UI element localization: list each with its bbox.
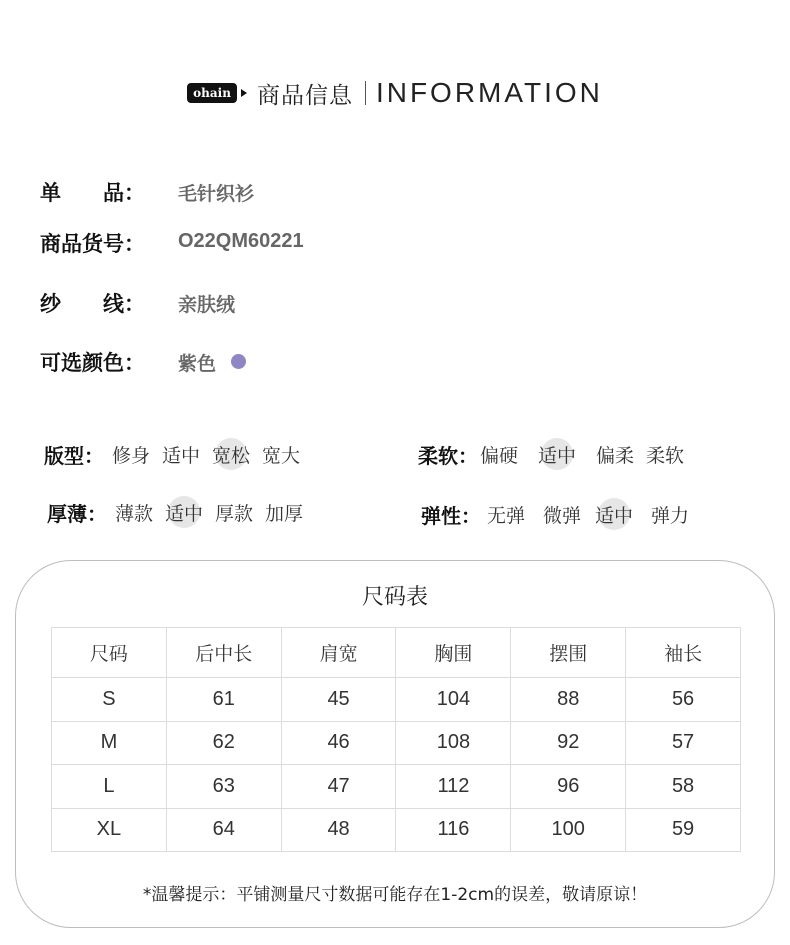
table-cell: 104 xyxy=(396,678,511,721)
attr-softness-option-selected: 适中 xyxy=(538,441,576,468)
table-cell: 47 xyxy=(281,765,396,808)
table-header-cell: 后中长 xyxy=(166,628,281,678)
table-cell: 63 xyxy=(166,765,281,808)
table-header-row xyxy=(52,628,741,678)
info-value-sku: O22QM60221 xyxy=(178,230,304,252)
attr-thickness-option: 加厚 xyxy=(265,502,304,525)
table-header-cell: 袖长 xyxy=(626,628,741,678)
color-swatch-purple xyxy=(231,354,246,369)
table-cell: 45 xyxy=(281,678,396,721)
header-title-en: INFORMATION xyxy=(375,77,603,108)
attr-elasticity xyxy=(421,499,689,529)
attr-fit-option-selected: 宽松 xyxy=(212,441,250,468)
table-header-cell: 尺码 xyxy=(52,628,167,678)
size-note: *温馨提示：平铺测量尺寸数据可能存在1-2cm的误差，敬请原谅！ xyxy=(142,885,648,905)
table-header-cell: 摆围 xyxy=(511,628,626,678)
table-cell: 96 xyxy=(511,765,626,808)
table-cell: M xyxy=(52,721,167,764)
info-value-yarn: 亲肤绒 xyxy=(178,294,236,316)
attr-fit-label: 版型： xyxy=(44,443,104,468)
table-cell: 59 xyxy=(626,808,741,852)
attr-elasticity-label: 弹性： xyxy=(421,503,481,528)
info-label-item: 单 品： xyxy=(40,181,145,205)
attr-softness-option: 柔软 xyxy=(646,444,685,467)
size-chart-title: 尺码表 xyxy=(361,585,428,610)
info-value-item: 毛针织衫 xyxy=(178,183,255,205)
info-label-yarn: 纱 线： xyxy=(40,292,145,316)
table-cell: 58 xyxy=(626,765,741,808)
attr-elasticity-option: 微弹 xyxy=(543,504,582,527)
table-row xyxy=(52,678,741,721)
table-cell: 88 xyxy=(511,678,626,721)
table-row xyxy=(52,765,741,808)
header-title-cn: 商品信息 xyxy=(256,82,353,109)
table-cell: 56 xyxy=(626,678,741,721)
attr-softness-label: 柔软： xyxy=(418,443,478,468)
table-cell: L xyxy=(52,765,167,808)
attr-thickness-label: 厚薄： xyxy=(47,501,107,526)
attr-thickness xyxy=(47,497,303,527)
brand-logo: ohain xyxy=(187,83,237,103)
attr-thickness-option-selected: 适中 xyxy=(165,499,203,526)
table-cell: 112 xyxy=(396,765,511,808)
table-cell: 116 xyxy=(396,808,511,852)
table-cell: 61 xyxy=(166,678,281,721)
table-cell: 92 xyxy=(511,721,626,764)
table-cell: 48 xyxy=(281,808,396,852)
attr-elasticity-option: 无弹 xyxy=(487,504,526,527)
attr-elasticity-option-selected: 适中 xyxy=(595,501,633,528)
attr-softness-option: 偏柔 xyxy=(596,444,635,467)
section-header xyxy=(0,72,790,114)
table-cell: XL xyxy=(52,808,167,852)
attr-fit xyxy=(44,439,300,469)
attr-thickness-option: 厚款 xyxy=(215,502,254,525)
table-cell: 46 xyxy=(281,721,396,764)
attr-elasticity-option: 弹力 xyxy=(651,504,690,527)
info-value-color: 紫色 xyxy=(178,353,217,375)
attr-fit-option: 修身 xyxy=(112,444,151,467)
attr-softness-option: 偏硬 xyxy=(480,444,519,467)
table-cell: 57 xyxy=(626,721,741,764)
attr-fit-option: 适中 xyxy=(162,444,201,467)
size-chart-table xyxy=(51,627,741,852)
header-divider xyxy=(365,81,366,105)
table-cell: 100 xyxy=(511,808,626,852)
attr-fit-option: 宽大 xyxy=(262,444,301,467)
attr-softness xyxy=(418,439,684,469)
logo-arrow-icon xyxy=(241,89,247,97)
table-row xyxy=(52,721,741,764)
table-cell: 62 xyxy=(166,721,281,764)
table-row xyxy=(52,808,741,852)
table-cell: 108 xyxy=(396,721,511,764)
attr-thickness-option: 薄款 xyxy=(115,502,154,525)
table-header-cell: 肩宽 xyxy=(281,628,396,678)
info-label-sku: 商品货号： xyxy=(40,232,145,256)
table-cell: S xyxy=(52,678,167,721)
table-cell: 64 xyxy=(166,808,281,852)
info-label-color: 可选颜色： xyxy=(40,351,145,375)
table-header-cell: 胸围 xyxy=(396,628,511,678)
